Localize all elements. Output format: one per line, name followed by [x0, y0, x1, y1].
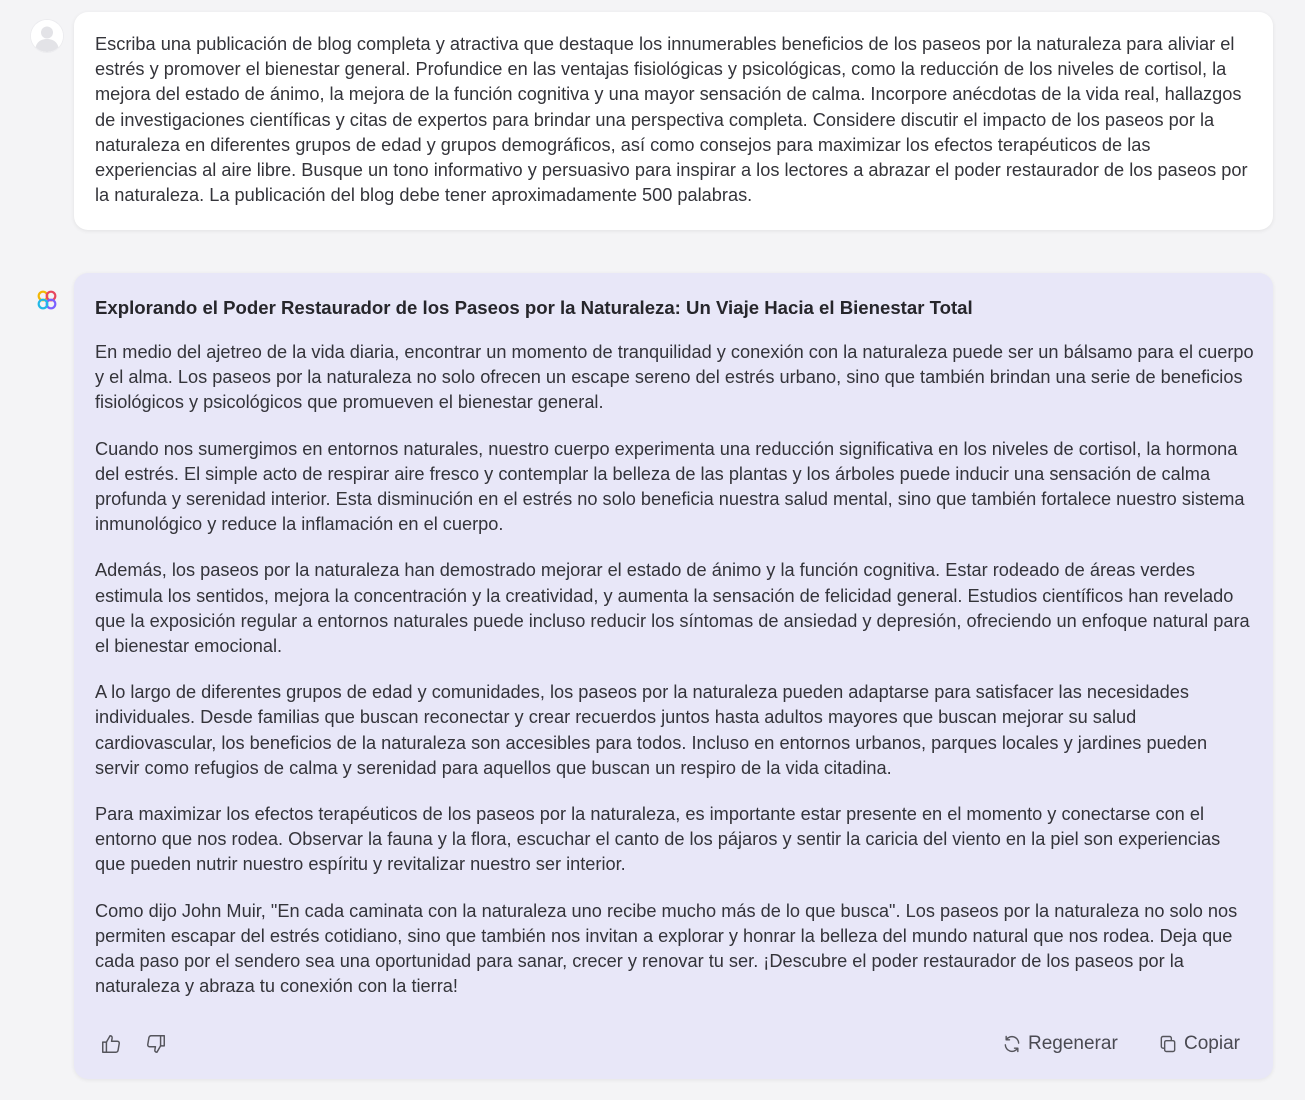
response-paragraph: Cuando nos sumergimos en entornos naturales, nuestro cuerpo experimenta una reducción significativa en los niveles de cortisol, la hormona del estrés. El simple acto de respirar aire fresco y contemplar la belleza de las plantas y los árboles puede inducir una sensación de calma profunda y serenidad interior. Esta disminución en el estrés no solo beneficia nuestra salud mental, sino que también fortalece nuestro sistema inmunológico y reduce la inflamación en el cuerpo.	[95, 438, 1245, 535]
assistant-logo-icon	[36, 289, 58, 311]
copy-button[interactable]	[1158, 1029, 1240, 1059]
copy-icon	[1158, 1034, 1178, 1054]
thumbs-down-icon	[145, 1033, 167, 1055]
response-paragraph: A lo largo de diferentes grupos de edad y comunidades, los paseos por la naturaleza pueden adaptarse para satisfacer las necesidades individuales. Desde familias que buscan reconectar y crear recuerdos juntos hasta adultos mayores que buscan mejorar su salud cardiovascular, los beneficios de la naturaleza son accesibles para todos. Incluso en entornos urbanos, parques locales y jardines pueden servir como refugios de calma y serenidad para aquellos que buscan un respiro de la vida citadina.	[95, 682, 1208, 778]
dislike-button[interactable]	[141, 1029, 171, 1059]
regenerate-label: Regenerar	[1028, 1033, 1118, 1054]
thumbs-up-icon	[100, 1033, 122, 1055]
user-message-bubble	[74, 12, 1273, 230]
response-actions	[74, 1029, 1273, 1059]
response-paragraph: Para maximizar los efectos terapéuticos de los paseos por la naturaleza, es importante estar presente en el momento y conectarse con el entorno que nos rodea. Observar la fauna y la flora, escuchar el canto de los pájaros y sentir la caricia del viento en la piel son experiencias que pueden nutrir nuestro espíritu y revitalizar nuestro ser interior.	[95, 804, 1221, 875]
response-title: Explorando el Poder Restaurador de los Paseos por la Naturaleza: Un Viaje Hacia el Bienestar Total	[95, 297, 973, 318]
response-paragraph: En medio del ajetreo de la vida diaria, encontrar un momento de tranquilidad y conexión con la naturaleza puede ser un bálsamo para el cuerpo y el alma. Los paseos por la naturaleza no solo ofrecen un escape sereno del estrés urbano, sino que también brindan una serie de beneficios fisiológicos y psicológicos que promueven el bienestar general.	[95, 342, 1254, 413]
regenerate-button[interactable]	[1002, 1029, 1118, 1059]
like-button[interactable]	[96, 1029, 126, 1059]
copy-label: Copiar	[1184, 1033, 1240, 1054]
refresh-icon	[1002, 1034, 1022, 1054]
response-paragraph: Como dijo John Muir, "En cada caminata con la naturaleza uno recibe mucho más de lo que busca". Los paseos por la naturaleza no solo nos permiten escapar del estrés cotidiano, sino que también nos invitan a explorar y honrar la belleza del mundo natural que nos rodea. Deja que cada paso por el sendero sea una oportunidad para sanar, crecer y renovar tu ser. ¡Descubre el poder restaurador de los paseos por la naturaleza y abraza tu conexión con la tierra!	[95, 900, 1238, 997]
assistant-message-bubble	[74, 273, 1273, 1079]
user-message-text: Escriba una publicación de blog completa y atractiva que destaque los innumerables beneficios de los paseos por la naturaleza para aliviar el estrés y promover el bienestar general. Profundice en las ventajas fisiológicas y psicológicas, como la reducción de los niveles de cortisol, la mejora del estado de ánimo, la mejora de la función cognitiva y una mayor sensación de calma. Incorpore anécdotas de la vida real, hallazgos de investigaciones científicas y citas de expertos para brindar una perspectiva completa. Considere discutir el impacto de los paseos por la naturaleza en diferentes grupos de edad y grupos demográficos, así como consejos para maximizar los efectos terapéuticos de las experiencias al aire libre. Busque un tono informativo y persuasivo para inspirar a los lectores a abrazar el poder restaurador de los paseos por la naturaleza. La publicación del blog debe tener aproximadamente 500 palabras.	[95, 34, 1248, 206]
response-paragraph: Además, los paseos por la naturaleza han demostrado mejorar el estado de ánimo y la función cognitiva. Estar rodeado de áreas verdes estimula los sentidos, mejora la concentración y la creatividad, y aumenta la sensación de felicidad general. Estudios científicos han revelado que la exposición regular a entornos naturales puede incluso reducir los síntomas de ansiedad y depresión, ofreciendo un enfoque natural para el bienestar emocional.	[95, 560, 1250, 657]
user-avatar-icon	[31, 20, 63, 52]
